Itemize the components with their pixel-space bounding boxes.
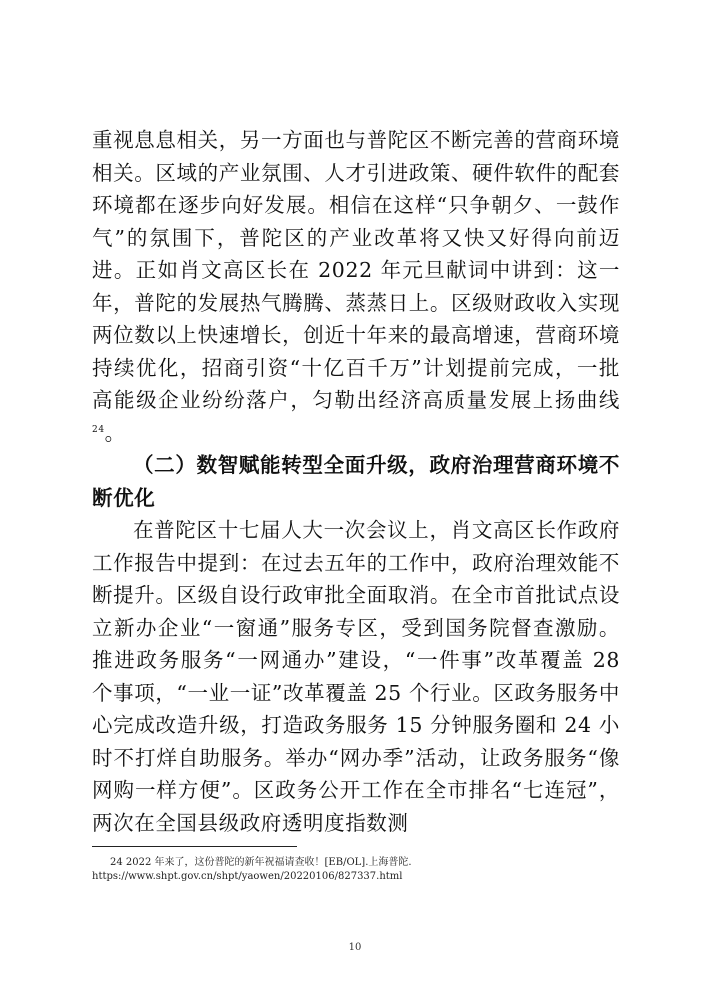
footnote-url[interactable]: https://www.shpt.gov.cn/shpt/yaowen/20220106/827337.html — [92, 871, 403, 882]
paragraph-1-text: 重视息息相关，另一方面也与普陀区不断完善的营商环境相关。区域的产业氛围、人才引进政策、硬件软件的配套环境都在逐步向好发展。相信在这样“只争朝夕、一鼓作气”的氛围下，普陀区的产业改革将又快又好得向前迈进。正如肖文高区长在 2022 年元旦献词中讲到：这一年，普陀的发展热气腾腾、蒸蒸日上。区级财政收入实现两位数以上快速增长，创近十年来的最高增速，营商环境持续优化，招商引资“十亿百千万”计划提前完成，一批高能级企业纷纷落户，匀勒出经济高质量发展上扬曲线 — [92, 128, 620, 412]
section-heading: （二）数智赋能转型全面升级，政府治理营商环境不断优化 — [92, 453, 620, 510]
body-text — [92, 124, 620, 839]
paragraph-1-end: 。 — [104, 420, 126, 445]
page-number: 10 — [348, 942, 362, 953]
footnote-line-1: 24 2022 年来了，这份普陀的新年祝福请查收！[EB/OL].上海普陀. — [110, 857, 412, 868]
paragraph-continuation — [92, 124, 620, 449]
footnote — [92, 856, 632, 884]
paragraph-2: 在普陀区十七届人大一次会议上，肖文高区长作政府工作报告中提到：在过去五年的工作中，政府治理效能不断提升。区级自设行政审批全面取消。在全市首批试点设立新办企业“一窗通”服务专区，受到国务院督查激励。推进政务服务“一网通办”建设，“一件事”改革覆盖 28 个事项，“一业一证”改革覆盖 25 个行业。区政务服务中心完成改造升级，打造政务服务 15 分钟服务圈和 24 小时不打烊自助服务。举办“网办季”活动，让政务服务“像网购一样方便”。区政务公开工作在全市排名“七连冠”，两次在全国县级政府透明度指数测 — [92, 518, 620, 835]
footnote-reference[interactable]: 24 — [92, 424, 105, 435]
footnote-divider — [92, 846, 297, 847]
